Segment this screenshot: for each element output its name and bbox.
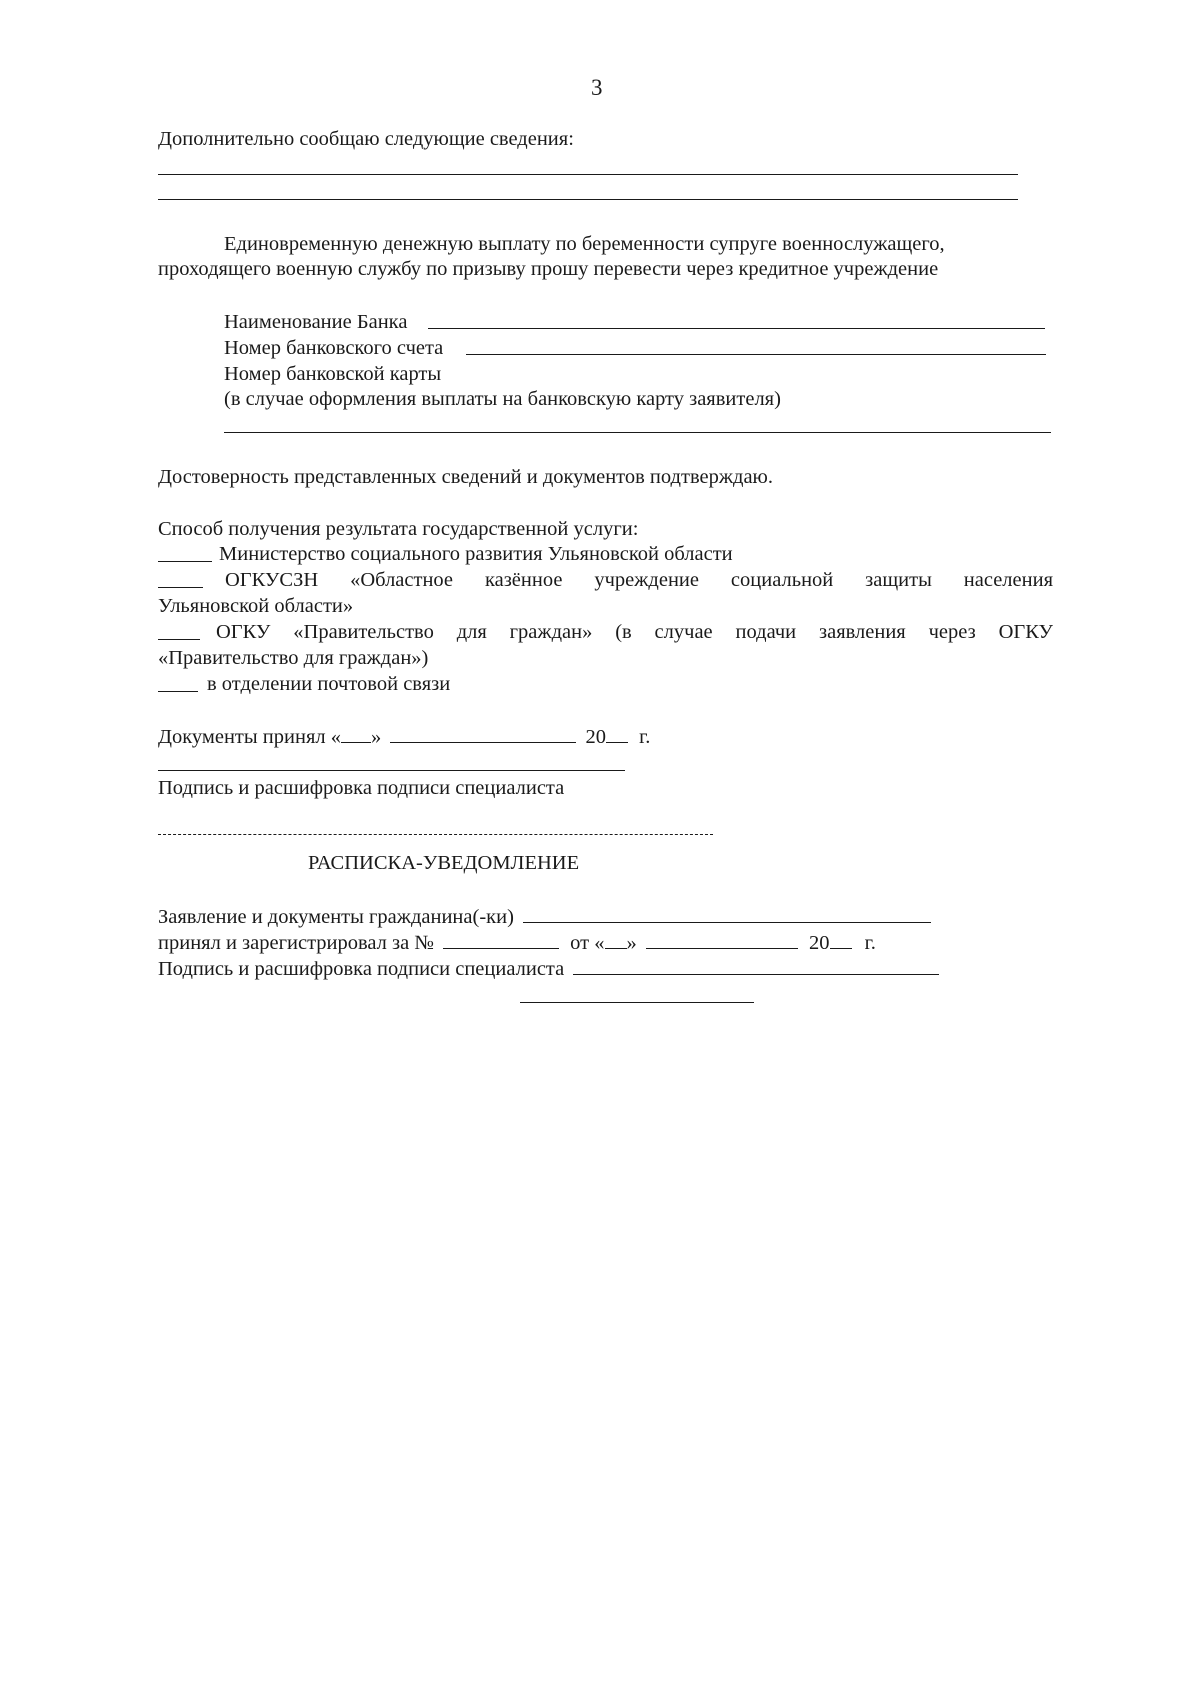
accepted-year-prefix: 20 (585, 726, 606, 748)
end-rule (520, 1002, 754, 1003)
receipt-line-2 (158, 930, 876, 957)
receipt-day-field[interactable] (605, 930, 627, 949)
documents-accepted-quote-close: » (370, 726, 382, 748)
method-option-2-checkbox[interactable] (158, 587, 203, 588)
method-option-4-label: в отделении почтовой связи (207, 673, 451, 695)
method-option-2-label-line-2: Ульяновской области» (158, 595, 354, 617)
payment-paragraph-line-1: Единовременную денежную выплату по беременности супруге военнослужащего, (224, 233, 945, 255)
method-option-2-label-line-1: ОГКУСЗН «Областное казённое учреждение социальной защиты населения (225, 569, 1053, 591)
method-option-4-checkbox[interactable] (158, 691, 198, 692)
accepted-year-suffix: г. (639, 726, 651, 748)
receipt-from-label: от « (570, 932, 605, 954)
receipt-year-prefix: 20 (809, 932, 830, 954)
page-number: 3 (591, 75, 603, 100)
specialist-signature-caption: Подпись и расшифровка подписи специалиста (158, 777, 565, 799)
receipt-title: РАСПИСКА-УВЕДОМЛЕНИЕ (308, 852, 580, 874)
receipt-quote-close: » (626, 932, 637, 954)
accepted-day-field[interactable] (341, 724, 371, 743)
accepted-year-field[interactable] (606, 724, 628, 743)
receipt-signature-label: Подпись и расшифровка подписи специалиста (158, 958, 565, 980)
method-option-3-checkbox[interactable] (158, 639, 200, 640)
card-number-field[interactable] (224, 432, 1051, 433)
receipt-signature-field[interactable] (573, 956, 939, 975)
method-title: Способ получения результата государственной услуги: (158, 518, 639, 540)
accepted-month-field[interactable] (390, 724, 576, 743)
specialist-signature-field[interactable] (158, 770, 625, 771)
receipt-month-field[interactable] (646, 930, 798, 949)
account-number-field[interactable] (466, 354, 1046, 355)
card-number-label: Номер банковской карты (224, 363, 442, 385)
additional-info-label: Дополнительно сообщаю следующие сведения: (158, 128, 574, 150)
method-option-1-label: Министерство социального развития Ульяновской области (219, 543, 733, 565)
receipt-citizen-label: Заявление и документы гражданина(-ки) (158, 906, 514, 928)
additional-info-line-2[interactable] (158, 199, 1018, 200)
method-option-3-label-line-2: «Правительство для граждан») (158, 647, 429, 669)
bank-name-label: Наименование Банка (224, 311, 408, 333)
receipt-year-field[interactable] (830, 930, 852, 949)
payment-paragraph-line-2: проходящего военную службу по призыву прошу перевести через кредитное учреждение (158, 258, 939, 280)
account-number-label: Номер банковского счета (224, 337, 444, 359)
receipt-line-3 (158, 956, 939, 983)
card-number-note: (в случае оформления выплаты на банковскую карту заявителя) (224, 388, 781, 410)
receipt-citizen-field[interactable] (523, 904, 931, 923)
bank-name-field[interactable] (428, 328, 1045, 329)
documents-accepted-prefix: Документы принял « (158, 726, 341, 748)
method-option-1-checkbox[interactable] (158, 561, 212, 562)
method-option-3-label-line-1: ОГКУ «Правительство для граждан» (в случае подачи заявления через ОГКУ (216, 621, 1053, 643)
receipt-line-1 (158, 904, 931, 931)
receipt-number-field[interactable] (443, 930, 559, 949)
receipt-registered-label: принял и зарегистрировал за № (158, 932, 434, 954)
receipt-year-suffix: г. (864, 932, 876, 954)
confirmation-text: Достоверность представленных сведений и документов подтверждаю. (158, 466, 773, 488)
additional-info-line-1[interactable] (158, 174, 1018, 175)
documents-accepted-line (158, 724, 650, 751)
cut-line (158, 834, 713, 835)
